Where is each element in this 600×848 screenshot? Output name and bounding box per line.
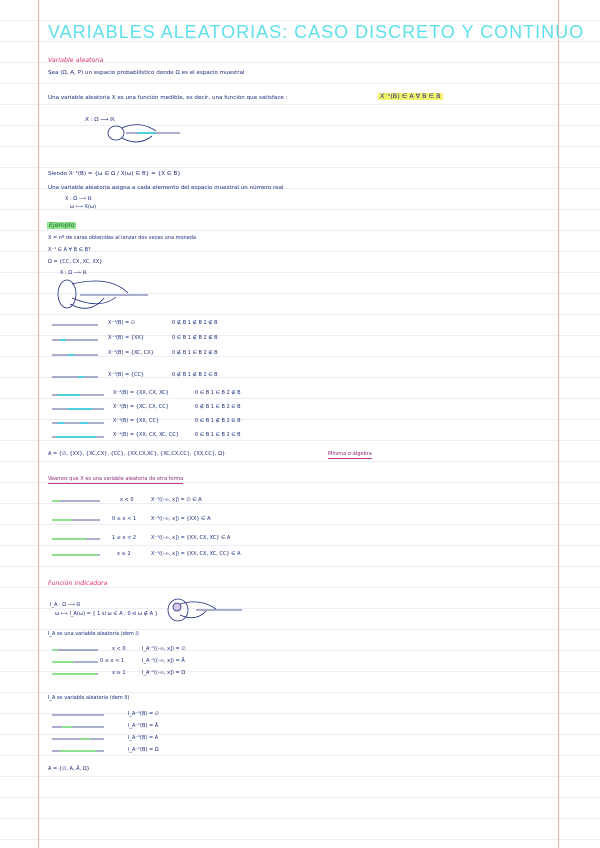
dem1-cond: x ≥ 1 bbox=[112, 670, 126, 676]
cdf-cond: x < 0 bbox=[120, 497, 134, 503]
condition-row: 0 ∉ B 1 ∉ B 2 ∉ B bbox=[172, 320, 218, 326]
dem1-expr: I_A⁻¹((-∞, x]) = Ω bbox=[142, 670, 186, 676]
dem1-title: I_A es una variable aleatoria (dem I) bbox=[48, 631, 139, 637]
map-label: X : Ω ⟶ ℝ bbox=[85, 117, 115, 123]
cdf-expr: X⁻¹((-∞, x]) = {XX} ∈ A bbox=[151, 516, 211, 522]
cdf-cond: 0 ≤ x < 1 bbox=[112, 516, 137, 522]
dem2-row: I_A⁻¹(B) = Ā bbox=[128, 723, 159, 729]
indicator-sigma-algebra: A = {∅, A, Ā, Ω} bbox=[48, 766, 90, 772]
measurable-condition-box: X⁻¹(B) ∈ A ∀ B ∈ B bbox=[380, 92, 441, 100]
map2-line2: ω ⟼ X(ω) bbox=[70, 204, 97, 210]
indicator-def-a: I_A : Ω ⟶ ℝ bbox=[50, 602, 81, 608]
dem1-expr: I_A⁻¹((-∞, x]) = Ā bbox=[142, 658, 185, 664]
dem1-cond: 0 ≤ x < 1 bbox=[100, 658, 125, 664]
dem2-row: I_A⁻¹(B) = ∅ bbox=[128, 711, 160, 717]
sigma-algebra-note: Mínima σ-álgebra bbox=[328, 451, 372, 457]
omega-mapping-diagram bbox=[108, 125, 180, 142]
sample-space-diagram bbox=[58, 280, 148, 308]
cdf-cond: 1 ≤ x < 2 bbox=[112, 535, 137, 541]
preimage-row: X⁻¹(B) = {XX, CX, XC, CC} bbox=[113, 432, 179, 438]
sample-space: Ω = {CC, CX, XC, XX} bbox=[48, 259, 103, 265]
preimage-row: X⁻¹(B) = {XX} bbox=[108, 335, 144, 341]
condition-row: 0 ∉ B 1 ∈ B 2 ∉ B bbox=[172, 350, 218, 356]
example-question: X⁻¹ ∈ A ∀ B ∈ B? bbox=[48, 247, 91, 253]
example-map: X : Ω ⟶ ℝ bbox=[60, 270, 87, 276]
condition-row: 0 ∈ B 1 ∉ B 2 ∈ B bbox=[195, 418, 241, 424]
example-statement: X = nº de caras obtenidas al lanzar dos veces una moneda bbox=[48, 235, 197, 241]
dem2-title: I_A es variable aleatoria (dem II) bbox=[48, 695, 130, 701]
dem1-cond: x < 0 bbox=[112, 646, 126, 652]
dem1-expr: I_A⁻¹((-∞, x]) = ∅ bbox=[142, 646, 186, 652]
cdf-expr: X⁻¹((-∞, x]) = {XX, CX, XC, CC} ∈ A bbox=[151, 551, 241, 557]
indicator-diagram bbox=[168, 599, 242, 621]
map2-line1: X : Ω ⟶ ℝ bbox=[65, 196, 92, 202]
cdf-expr: X⁻¹((-∞, x]) = {XX, CX, XC} ∈ A bbox=[151, 535, 231, 541]
indicator-def-b: ω ⟼ I_A(ω) = { 1 si ω ∈ A ; 0 si ω ∉ A } bbox=[55, 611, 158, 617]
condition-row: 0 ∈ B 1 ∈ B 2 ∉ B bbox=[195, 390, 241, 396]
preimage-row: X⁻¹(B) = {XC, CX, CC} bbox=[113, 404, 169, 410]
page-title: VARIABLES ALEATORIAS: CASO DISCRETO Y CONTINUO bbox=[48, 22, 585, 42]
preimage-number-lines bbox=[52, 325, 104, 437]
preimage-row: X⁻¹(B) = ∅ bbox=[108, 320, 136, 326]
indicator-heading: Función indicadora bbox=[48, 580, 108, 587]
preimage-row: X⁻¹(B) = {CC} bbox=[108, 372, 145, 378]
preimage-definition: Siendo X⁻¹(B) = {ω ∈ Ω / X(ω) ∈ B} = {X ∈ B} bbox=[48, 171, 181, 177]
sigma-algebra-line: A = {∅, {XX}, {XC,CX}, {CC}, {XX,CX,XC}, {XC,CX,CC}, {XX,CC}, Ω} bbox=[48, 451, 226, 457]
condition-row: 0 ∉ B 1 ∉ B 2 ∈ B bbox=[172, 372, 218, 378]
preimage-row: X⁻¹(B) = {XX, CC} bbox=[113, 418, 160, 424]
condition-row: 0 ∈ B 1 ∈ B 2 ∈ B bbox=[195, 432, 241, 438]
preimage-row: X⁻¹(B) = {XX, CX, XC} bbox=[113, 390, 169, 396]
dem2-row: I_A⁻¹(B) = Ω bbox=[128, 747, 159, 753]
condition-row: 0 ∉ B 1 ∈ B 2 ∈ B bbox=[195, 404, 241, 410]
preimage-highlights bbox=[56, 340, 96, 437]
section-heading-variable: Variable aleatoria bbox=[48, 57, 104, 64]
other-way-heading: Veamos que X es una variable aleatoria de otra forma bbox=[48, 476, 184, 482]
measurable-definition: Una variable aleatoria X es una función medible, es decir, una función que satisface : bbox=[48, 95, 288, 101]
dem2-row: I_A⁻¹(B) = A bbox=[128, 735, 159, 741]
definition-line: Sea (Ω, A, P) un espacio probabilístico donde Ω es el espacio muestral bbox=[48, 70, 245, 76]
cdf-highlights bbox=[52, 501, 98, 555]
dem2-number-lines bbox=[52, 715, 104, 751]
cdf-expr: X⁻¹((-∞, x]) = ∅ ∈ A bbox=[151, 497, 202, 503]
cdf-cond: x ≥ 2 bbox=[117, 551, 131, 557]
example-heading: Ejemplo bbox=[49, 222, 75, 229]
cdf-number-lines bbox=[52, 501, 100, 555]
preimage-row: X⁻¹(B) = {XC, CX} bbox=[108, 350, 154, 356]
assign-sentence: Una variable aleatoria asigna a cada elemento del espacio muestral un número real bbox=[48, 185, 284, 191]
condition-row: 0 ∈ B 1 ∉ B 2 ∉ B bbox=[172, 335, 218, 341]
